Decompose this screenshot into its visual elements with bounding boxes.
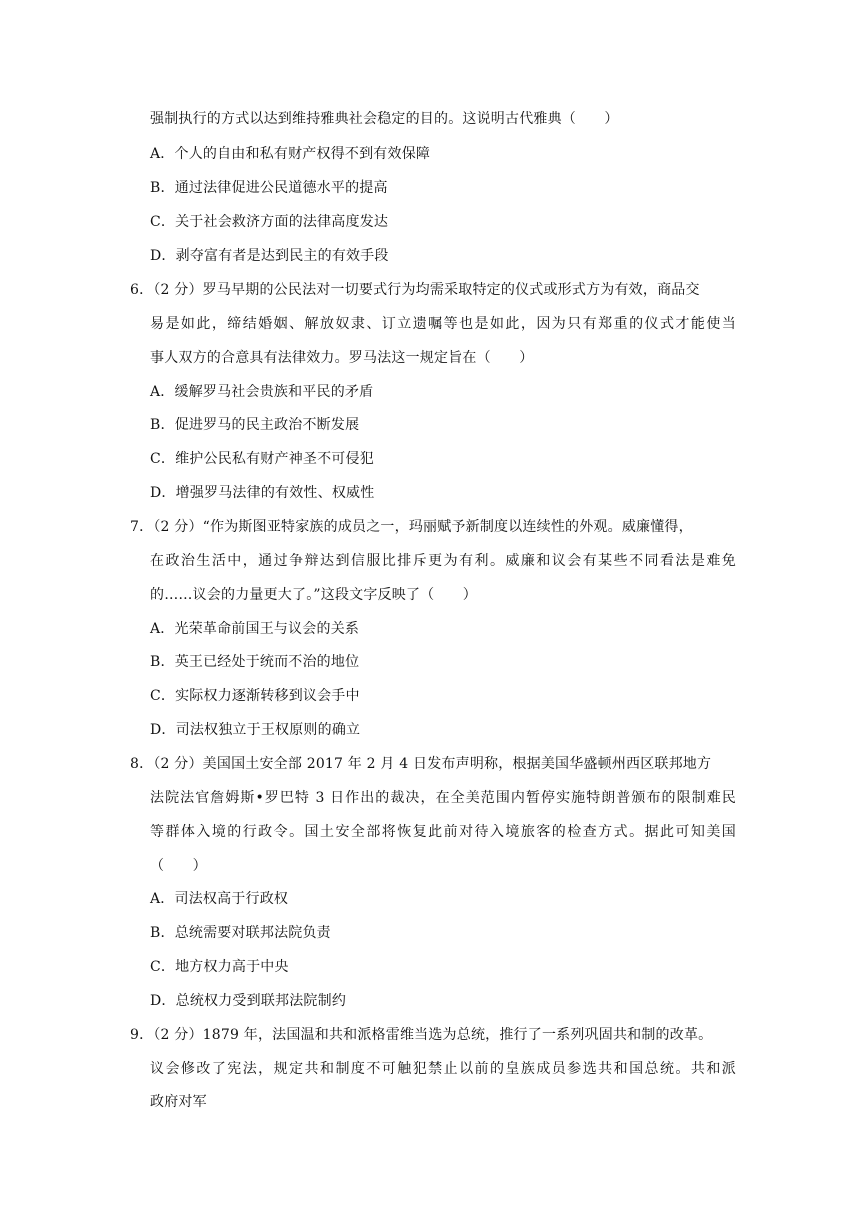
q9-number: 9．: [130, 1027, 154, 1043]
q8-number: 8．: [130, 756, 154, 772]
q8-stem-line-3: 等群体入境的行政令。国土安全部将恢复此前对待入境旅客的检查方式。据此可知美国: [150, 824, 736, 840]
q6-stem-line-1: [130, 280, 736, 300]
q5-option-a: A．个人的自由和私有财产权得不到有效保障: [150, 146, 431, 162]
q9-stem-text-1: （2 分）1879 年，法国温和共和派格雷维当选为总统，推行了一系列巩固共和制的改革。: [153, 1027, 713, 1043]
q7-stem-text-1: （2 分）“作为斯图亚特家族的成员之一，玛丽赋予新制度以连续性的外观。威廉懂得，: [153, 519, 693, 535]
q6-stem-text-1: （2 分）罗马早期的公民法对一切要式行为均需采取特定的仪式或形式方为有效，商品交: [153, 282, 700, 298]
q6-option-c: C．维护公民私有财产神圣不可侵犯: [150, 451, 374, 467]
q6-stem-line-2: 易是如此，缔结婚姻、解放奴隶、订立遗嘱等也是如此，因为只有郑重的仪式才能使当: [150, 316, 736, 332]
q9-stem-line-1: [130, 1025, 736, 1045]
q7-stem-line-2: 在政治生活中，通过争辩达到信服比排斥更为有利。威廉和议会有某些不同看法是难免: [150, 553, 736, 569]
q8-option-c: C．地方权力高于中央: [150, 959, 289, 975]
q6-option-d: D．增强罗马法律的有效性、权威性: [150, 485, 375, 501]
q7-option-b: B．英王已经处于统而不治的地位: [150, 654, 360, 670]
q6-option-b: B．促进罗马的民主政治不断发展: [150, 417, 360, 433]
q7-option-a: A．光荣革命前国王与议会的关系: [150, 621, 360, 637]
q8-option-a: A．司法权高于行政权: [150, 891, 289, 907]
q7-number: 7．: [130, 519, 154, 535]
q8-stem-text-1: （2 分）美国国土安全部 2017 年 2 月 4 日发布声明称，根据美国华盛顿州西区联邦地方: [153, 756, 712, 772]
q5-option-d: D．剥夺富有者是达到民主的有效手段: [150, 248, 389, 264]
q7-option-d: D．司法权独立于王权原则的确立: [150, 722, 361, 738]
q8-stem-line-2: 法院法官詹姆斯•罗巴特 3 日作出的裁决，在全美范围内暂停实施特朗普颁布的限制难民: [150, 790, 736, 806]
q6-stem-line-3: 事人双方的合意具有法律效力。罗马法这一规定旨在（ ）: [150, 350, 534, 366]
q8-stem-line-1: [130, 754, 736, 774]
q6-option-a: A．缓解罗马社会贵族和平民的矛盾: [150, 384, 374, 400]
q6-number: 6．: [130, 282, 154, 298]
q8-option-d: D．总统权力受到联邦法院制约: [150, 993, 347, 1009]
q5-stem-tail: 强制执行的方式以达到维持雅典社会稳定的目的。这说明古代雅典（ ）: [150, 111, 619, 127]
q7-stem-line-1: [130, 517, 736, 537]
q7-stem-line-3: 的……议会的力量更大了。”这段文字反映了（ ）: [150, 587, 477, 603]
q9-stem-line-3: 政府对军: [150, 1094, 207, 1110]
q5-option-b: B．通过法律促进公民道德水平的提高: [150, 180, 388, 196]
q8-option-b: B．总统需要对联邦法院负责: [150, 925, 331, 941]
q5-option-c: C．关于社会救济方面的法律高度发达: [150, 214, 389, 230]
q8-stem-line-4: （ ）: [150, 858, 207, 874]
q7-option-c: C．实际权力逐渐转移到议会手中: [150, 688, 360, 704]
q9-stem-line-2: 议会修改了宪法，规定共和制度不可触犯禁止以前的皇族成员参选共和国总统。共和派: [150, 1061, 736, 1077]
